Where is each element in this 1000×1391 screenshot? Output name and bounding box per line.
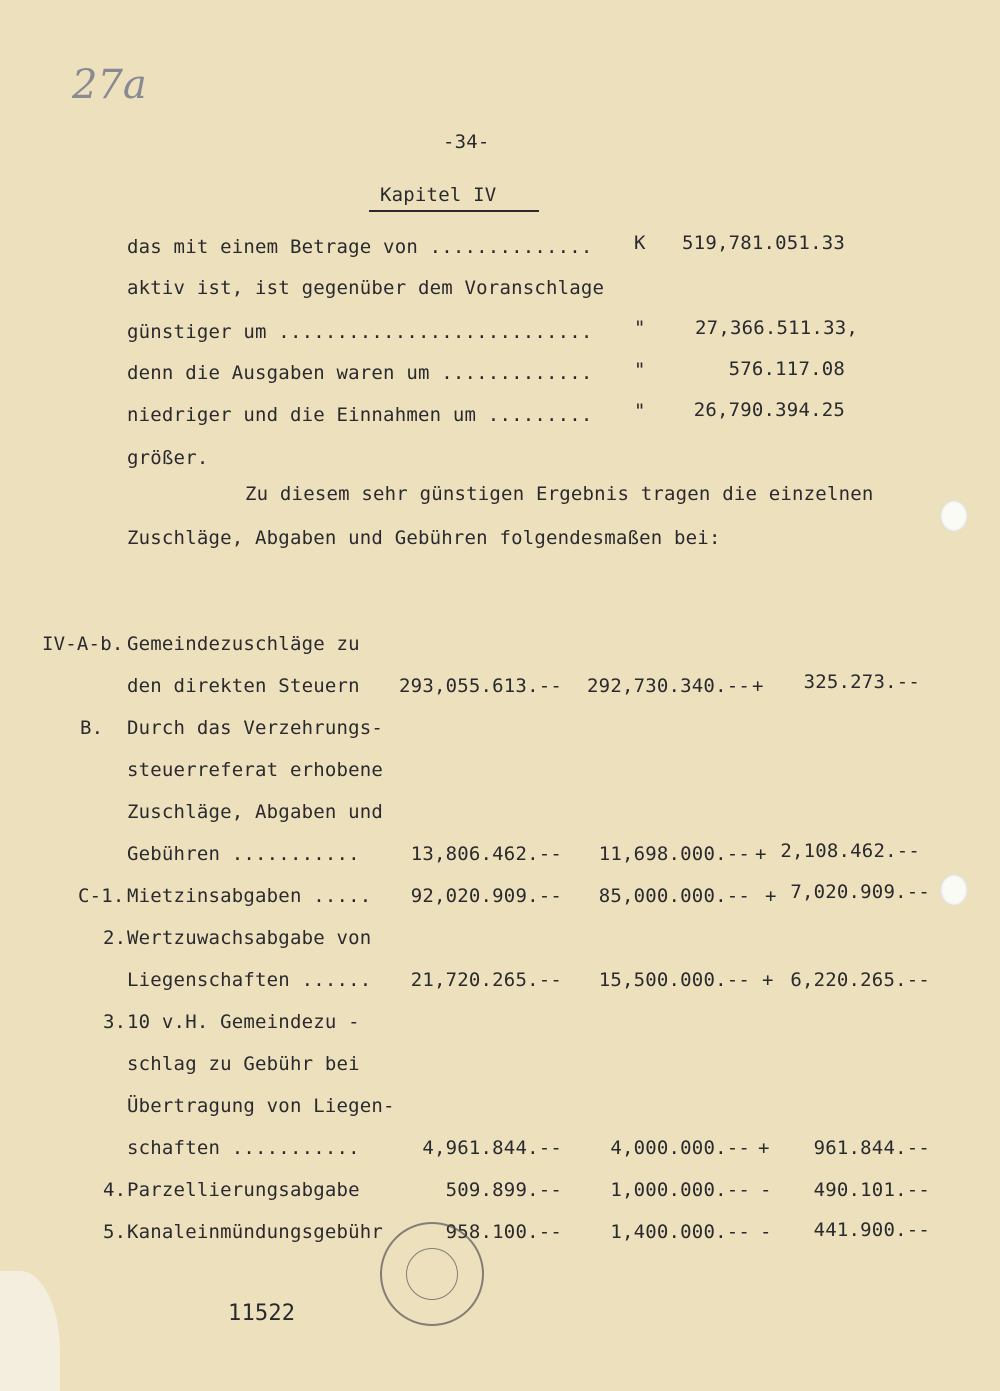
page-number: -34-	[443, 131, 490, 153]
row-prefix: 4.	[103, 1179, 127, 1201]
budget-value: 85,000.000.--	[598, 885, 750, 907]
row-prefix: 2.	[103, 927, 127, 949]
row-label: Durch das Verzehrungs-	[127, 717, 384, 739]
actual-value: 509.899.--	[445, 1179, 562, 1201]
currency-label: K	[634, 232, 646, 254]
diff-sign: +	[758, 1137, 770, 1159]
row-label: Gemeindezuschläge zu	[127, 633, 360, 655]
actual-value: 13,806.462.--	[410, 843, 562, 865]
row-label: Übertragung von Liegen-	[127, 1095, 395, 1117]
paragraph-line-2: Zuschläge, Abgaben und Gebühren folgendesmaßen bei:	[127, 527, 721, 549]
row-prefix: B.	[80, 717, 104, 739]
chapter-underline	[369, 210, 539, 212]
row-prefix: 3.	[103, 1011, 127, 1033]
punch-hole	[940, 874, 968, 906]
budget-value: 1,400.000.--	[610, 1221, 750, 1243]
intro-line-1: das mit einem Betrage von ..............	[127, 236, 593, 258]
diff-value: 325.273.--	[803, 671, 920, 693]
row-label: steuerreferat erhobene	[127, 759, 384, 781]
expense-saving-amount: 576.117.08	[728, 358, 845, 380]
ditto-mark: "	[634, 317, 646, 339]
intro-line-3: günstiger um ...........................	[127, 321, 593, 343]
improvement-amount: 27,366.511.33,	[695, 317, 858, 339]
diff-sign: +	[752, 675, 764, 697]
intro-line-6: größer.	[127, 447, 209, 469]
budget-value: 1,000.000.--	[610, 1179, 750, 1201]
intro-line-5: niedriger und die Einnahmen um .........	[127, 404, 593, 426]
diff-sign: +	[765, 885, 777, 907]
archive-number: 11522	[228, 1301, 296, 1326]
handwritten-folio: 27a	[72, 62, 147, 108]
ditto-mark: "	[634, 359, 646, 381]
diff-sign: -	[760, 1221, 772, 1243]
row-prefix: C-1.	[78, 885, 125, 907]
paragraph-line-1: Zu diesem sehr günstigen Ergebnis tragen die einzelnen	[245, 483, 874, 505]
diff-value: 6,220.265.--	[790, 969, 930, 991]
stamp-emblem	[406, 1248, 458, 1300]
actual-value: 958.100.--	[445, 1221, 562, 1243]
row-prefix: IV-A-b.	[42, 633, 124, 655]
row-label: Liegenschaften ......	[127, 969, 372, 991]
diff-value: 7,020.909.--	[790, 881, 930, 903]
budget-value: 4,000.000.--	[610, 1137, 750, 1159]
intro-line-2: aktiv ist, ist gegenüber dem Voranschlage	[127, 277, 605, 299]
diff-value: 490.101.--	[813, 1179, 930, 1201]
row-label: Mietzinsabgaben .....	[127, 885, 372, 907]
row-prefix: 5.	[103, 1221, 127, 1243]
actual-value: 21,720.265.--	[410, 969, 562, 991]
row-label: den direkten Steuern	[127, 675, 360, 697]
revenue-increase-amount: 26,790.394.25	[693, 399, 845, 421]
diff-sign: +	[762, 969, 774, 991]
punch-hole	[940, 500, 968, 532]
diff-value: 2,108.462.--	[780, 840, 920, 862]
intro-line-4: denn die Ausgaben waren um .............	[127, 362, 593, 384]
diff-value: 441.900.--	[813, 1219, 930, 1241]
archive-stamp	[380, 1222, 484, 1326]
row-label: Zuschläge, Abgaben und	[127, 801, 384, 823]
row-label: Gebühren ...........	[127, 843, 360, 865]
row-label: Parzellierungsabgabe	[127, 1179, 360, 1201]
chapter-title: Kapitel IV	[380, 184, 497, 206]
row-label: schaften ...........	[127, 1137, 360, 1159]
actual-value: 92,020.909.--	[410, 885, 562, 907]
diff-value: 961.844.--	[813, 1137, 930, 1159]
ditto-mark: "	[634, 400, 646, 422]
actual-value: 4,961.844.--	[422, 1137, 562, 1159]
row-label: 10 v.H. Gemeindezu -	[127, 1011, 360, 1033]
budget-value: 292,730.340.--	[587, 675, 750, 697]
row-label: schlag zu Gebühr bei	[127, 1053, 360, 1075]
actual-value: 293,055.613.--	[399, 675, 562, 697]
row-label: Kanaleinmündungsgebühr	[127, 1221, 384, 1243]
budget-value: 11,698.000.--	[598, 843, 750, 865]
budget-value: 15,500.000.--	[598, 969, 750, 991]
diff-sign: -	[760, 1179, 772, 1201]
total-amount: 519,781.051.33	[682, 232, 845, 254]
row-label: Wertzuwachsabgabe von	[127, 927, 372, 949]
diff-sign: +	[755, 843, 767, 865]
